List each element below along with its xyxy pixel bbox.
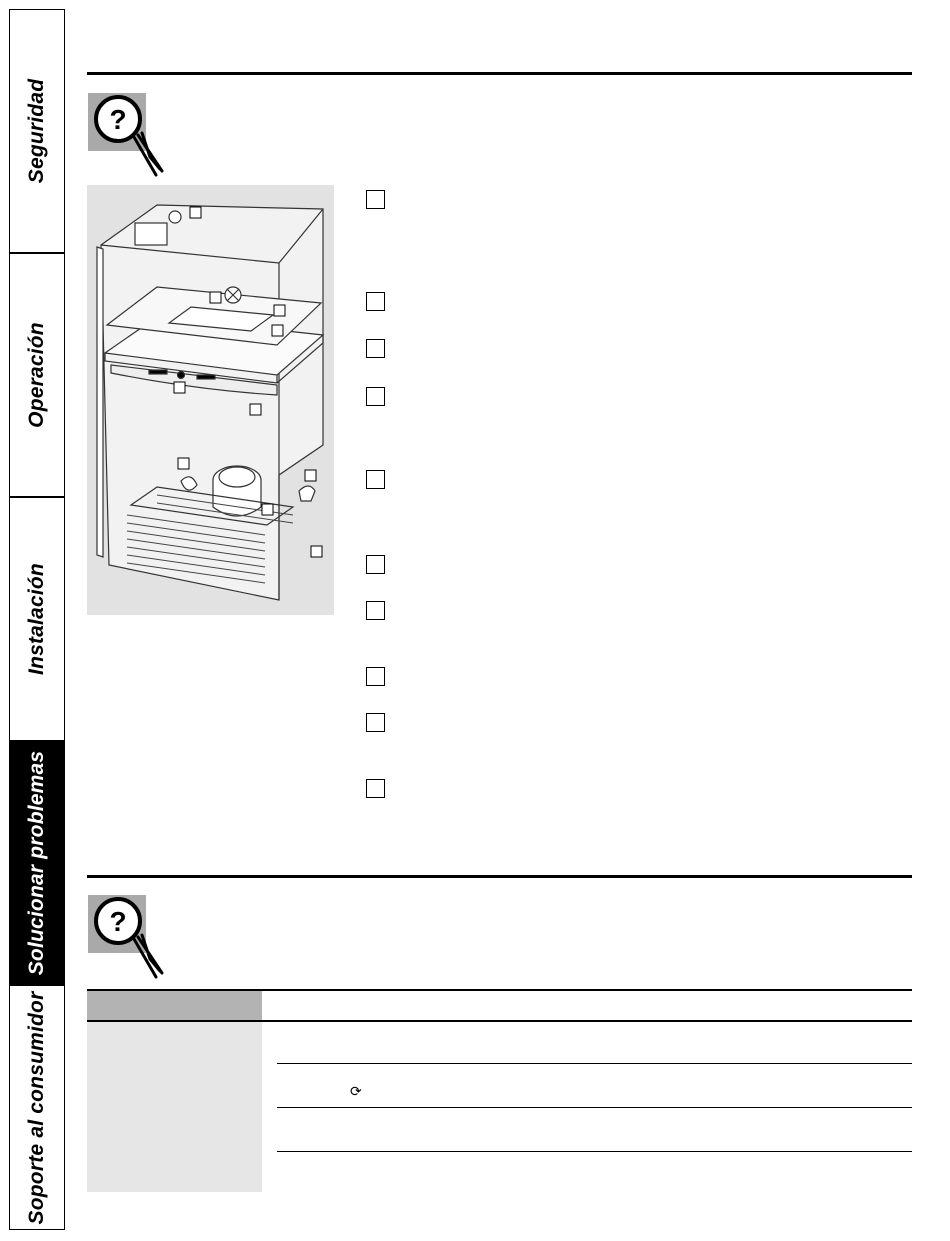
svg-text:?: ? [109,104,127,135]
tab-solucionar-problemas[interactable] [9,741,65,985]
tab-solucionar-problemas-label: Solucionar problemas [25,750,48,976]
tab-soporte-consumidor-label: Soporte al consumidor [25,991,48,1224]
list-marker [366,601,385,620]
table-row-divider [277,1063,912,1064]
section-divider-top [87,72,912,75]
table-header-cell [87,991,262,1021]
refrigerator-illustration [87,185,334,615]
section-divider-bottom [87,875,912,878]
list-marker [366,713,385,732]
tab-instalacion-label: Instalación [25,563,48,675]
tab-operacion-label: Operación [25,322,48,428]
tab-seguridad-label: Seguridad [25,78,48,184]
svg-text:?: ? [109,906,127,937]
list-marker [366,779,385,798]
list-marker [366,190,385,209]
refresh-icon: ⟳ [350,1084,362,1100]
question-magnifier-icon [86,91,166,183]
list-marker [366,667,385,686]
refrigerator-diagram [87,185,334,615]
tab-operacion[interactable] [9,253,65,497]
list-marker [366,555,385,574]
list-marker [366,339,385,358]
list-marker [366,292,385,311]
list-marker [366,470,385,489]
tab-seguridad[interactable] [9,9,65,253]
table-row-divider [277,1107,912,1108]
table-row-divider [277,1151,912,1152]
tab-instalacion[interactable] [9,497,65,741]
table-problem-cell [87,1022,262,1192]
tab-soporte-consumidor[interactable] [9,985,65,1230]
sidebar [9,9,66,1230]
list-marker [366,387,385,406]
question-magnifier-icon [86,893,166,985]
